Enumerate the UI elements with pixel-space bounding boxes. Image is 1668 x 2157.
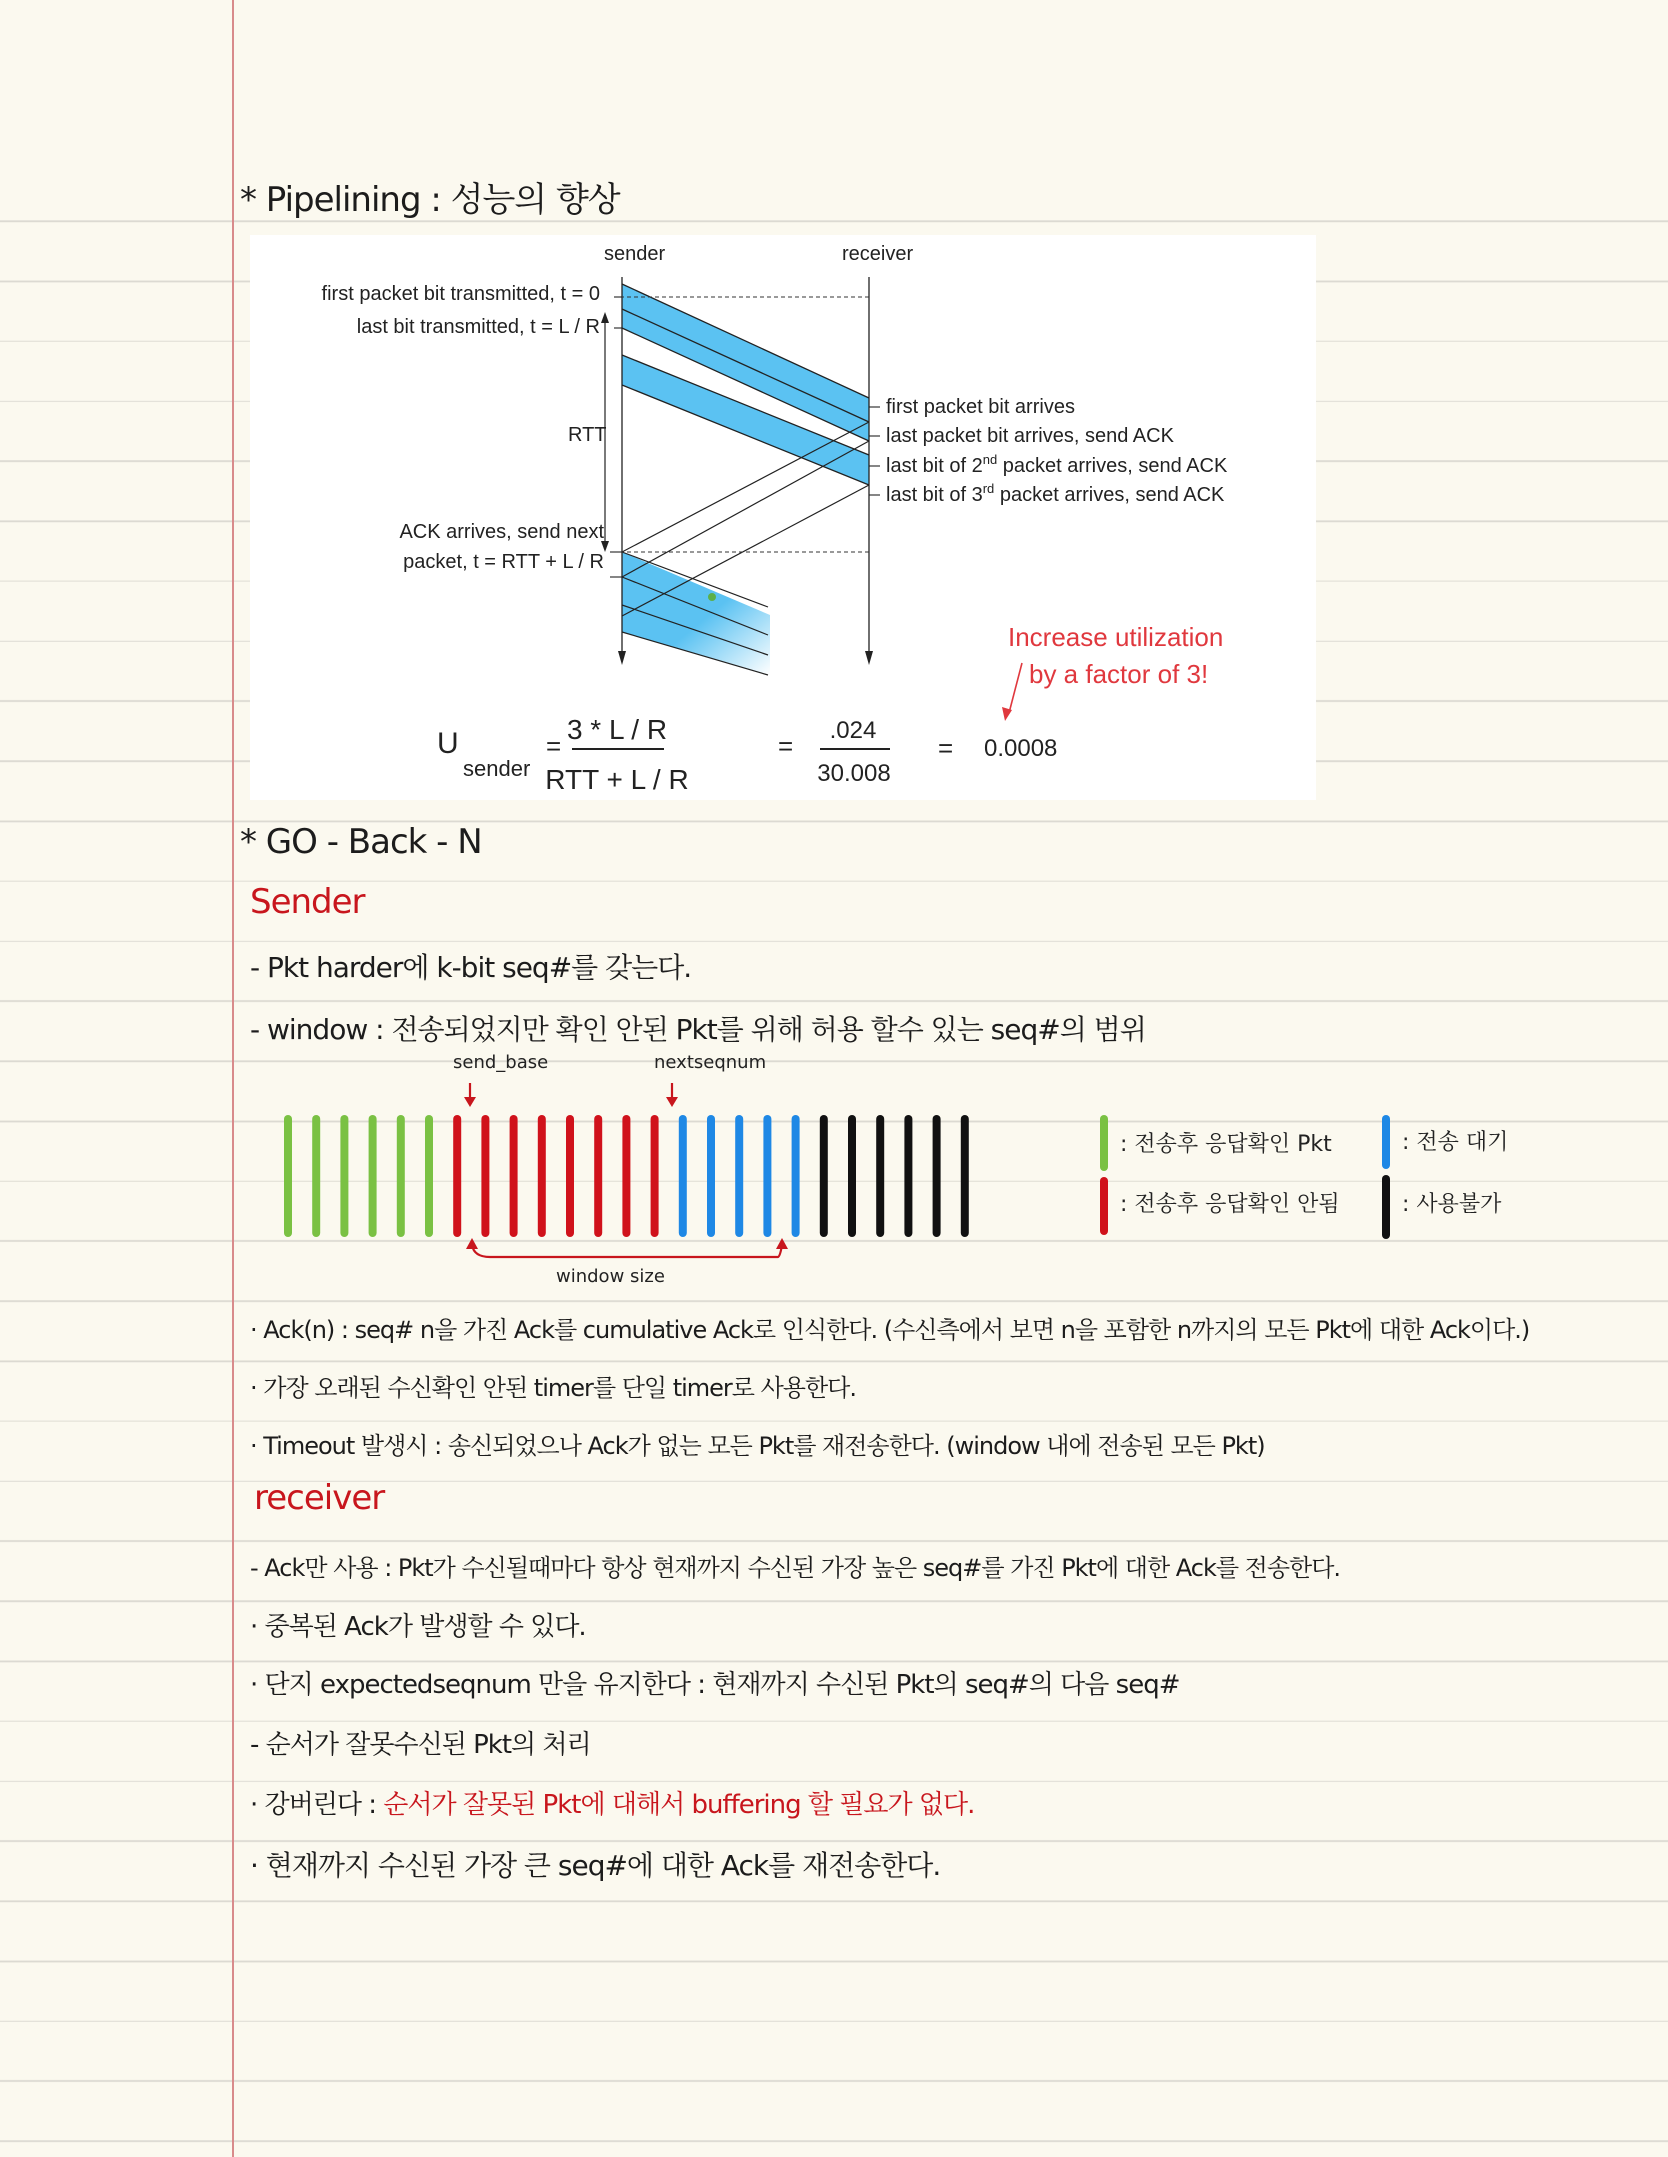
seq-bar	[566, 1115, 574, 1237]
ack-arrives-line1: ACK arrives, send next	[399, 521, 604, 543]
receiver-arrowhead	[865, 651, 873, 665]
seq-bar	[820, 1115, 828, 1237]
numerator: 3 * L / R	[566, 714, 668, 745]
third-packet-arrives: last bit of 3rd packet arrives, send ACK	[886, 481, 1225, 506]
seq-bar	[622, 1115, 630, 1237]
sender-item-window: - window : 전송되었지만 확인 안된 Pkt를 위해 허용 할수 있는 seq#의 범위	[250, 1013, 1146, 1046]
seq-bar	[876, 1115, 884, 1237]
page-top	[0, 0, 1668, 160]
legend-label-waiting: : 전송 대기	[1402, 1130, 1509, 1155]
sender-label: Sender	[250, 882, 365, 922]
u-subscript: sender	[463, 756, 531, 781]
seq-bar	[961, 1115, 969, 1237]
window-bracket	[472, 1245, 782, 1257]
u-symbol: U	[437, 727, 459, 760]
seq-bar	[538, 1115, 546, 1237]
denominator: RTT + L / R	[545, 764, 689, 795]
sender-point-timer: · 가장 오래된 수신확인 안된 timer를 단일 timer로 사용한다.	[250, 1374, 856, 1402]
sender-label: sender	[604, 243, 666, 265]
seq-bar	[340, 1115, 348, 1237]
equals-3: =	[938, 733, 954, 763]
receiver-item-discard	[250, 1784, 974, 1821]
numerator-2: .024	[829, 717, 877, 744]
seq-bar	[312, 1115, 320, 1237]
seq-bar	[707, 1115, 715, 1237]
second-packet-arrives: last bit of 2nd packet arrives, send ACK	[886, 452, 1228, 477]
rtt-label: RTT	[568, 424, 607, 446]
pipelining-heading: * Pipelining : 성능의 향상	[240, 180, 620, 220]
discard-prefix: · 강버린다 :	[250, 1790, 384, 1820]
seq-bar	[904, 1115, 912, 1237]
seq-bar	[510, 1115, 518, 1237]
annotation-arrow	[1009, 663, 1022, 713]
receiver-label: receiver	[842, 243, 914, 265]
receiver-item-resend: · 현재까지 수신된 가장 큰 seq#에 대한 Ack를 재전송한다.	[250, 1849, 941, 1882]
legend-label-acked: : 전송후 응답확인 Pkt	[1120, 1132, 1332, 1157]
equals-2: =	[778, 731, 794, 761]
margin-line	[232, 0, 234, 2157]
sender-ticks	[610, 297, 622, 577]
seq-bar	[735, 1115, 743, 1237]
seq-bar	[369, 1115, 377, 1237]
nextseqnum-label: nextseqnum	[654, 1052, 767, 1073]
first-bit-arrives: first packet bit arrives	[886, 396, 1075, 418]
sender-point-timeout: · Timeout 발생시 : 송신되었으나 Ack가 없는 모든 Pkt를 재전송한다. (window 내에 전송된 모든 Pkt)	[250, 1432, 1265, 1460]
equals-1: =	[546, 731, 562, 761]
window-size-label: window size	[556, 1266, 665, 1287]
legend-label-unusable: : 사용불가	[1402, 1192, 1502, 1217]
packet-band-1	[622, 284, 869, 422]
window-figure	[240, 1045, 1640, 1295]
gbn-heading: * GO - Back - N	[240, 822, 482, 862]
result: 0.0008	[984, 735, 1058, 762]
pipelining-figure	[250, 235, 1316, 800]
first-bit-transmitted: first packet bit transmitted, t = 0	[321, 283, 600, 305]
seq-bar	[679, 1115, 687, 1237]
receiver-item-duplicate-ack: · 중복된 Ack가 발생할 수 있다.	[250, 1612, 586, 1642]
receiver-item-ack-only: - Ack만 사용 : Pkt가 수신될때마다 항상 현재까지 수신된 가장 높은 seq#를 가진 Pkt에 대한 Ack를 전송한다.	[250, 1554, 1341, 1582]
sender-item-header: - Pkt harder에 k-bit seq#를 갖는다.	[250, 951, 692, 984]
seq-bar	[594, 1115, 602, 1237]
seq-bar	[651, 1115, 659, 1237]
seq-bar	[453, 1115, 461, 1237]
seq-bar	[425, 1115, 433, 1237]
last-bit-arrives: last packet bit arrives, send ACK	[886, 425, 1174, 447]
legend	[1100, 1115, 1508, 1239]
sender-point-cumulative-ack: · Ack(n) : seq# n을 가진 Ack를 cumulative Ack로 인식한다. (수신측에서 보면 n을 포함한 n까지의 모든 Pkt에 대한 Ack이다.)	[250, 1316, 1530, 1344]
denominator-2: 30.008	[817, 760, 891, 787]
ack-arrives-line2: packet, t = RTT + L / R	[403, 551, 604, 573]
sequence-bars	[284, 1115, 969, 1237]
seq-bar	[792, 1115, 800, 1237]
last-bit-transmitted: last bit transmitted, t = L / R	[356, 316, 600, 338]
legend-swatch-waiting	[1382, 1115, 1390, 1169]
seq-bar	[397, 1115, 405, 1237]
next-packet-bands	[622, 552, 770, 675]
legend-label-unacked: : 전송후 응답확인 안됨	[1120, 1192, 1340, 1217]
legend-swatch-unacked	[1100, 1177, 1108, 1235]
sender-arrowhead	[618, 651, 626, 665]
increase-utilization-line1: Increase utilization	[1008, 622, 1224, 652]
receiver-item-out-of-order: - 순서가 잘못수신된 Pkt의 처리	[250, 1730, 591, 1760]
legend-swatch-acked	[1100, 1115, 1108, 1171]
green-dot	[708, 593, 716, 601]
receiver-ticks	[869, 407, 880, 495]
legend-swatch-unusable	[1382, 1175, 1390, 1239]
seq-bar	[848, 1115, 856, 1237]
seq-bar	[481, 1115, 489, 1237]
seq-bar	[933, 1115, 941, 1237]
seq-bar	[763, 1115, 771, 1237]
seq-bar	[284, 1115, 292, 1237]
increase-utilization-line2: by a factor of 3!	[1029, 659, 1209, 689]
receiver-label: receiver	[254, 1478, 385, 1518]
receiver-item-expectedseqnum: · 단지 expectedseqnum 만을 유지한다 : 현재까지 수신된 Pkt의 seq#의 다음 seq#	[250, 1670, 1180, 1700]
discard-red-text: 순서가 잘못된 Pkt에 대해서 buffering 할 필요가 없다.	[383, 1790, 975, 1820]
send-base-label: send_base	[453, 1052, 549, 1073]
